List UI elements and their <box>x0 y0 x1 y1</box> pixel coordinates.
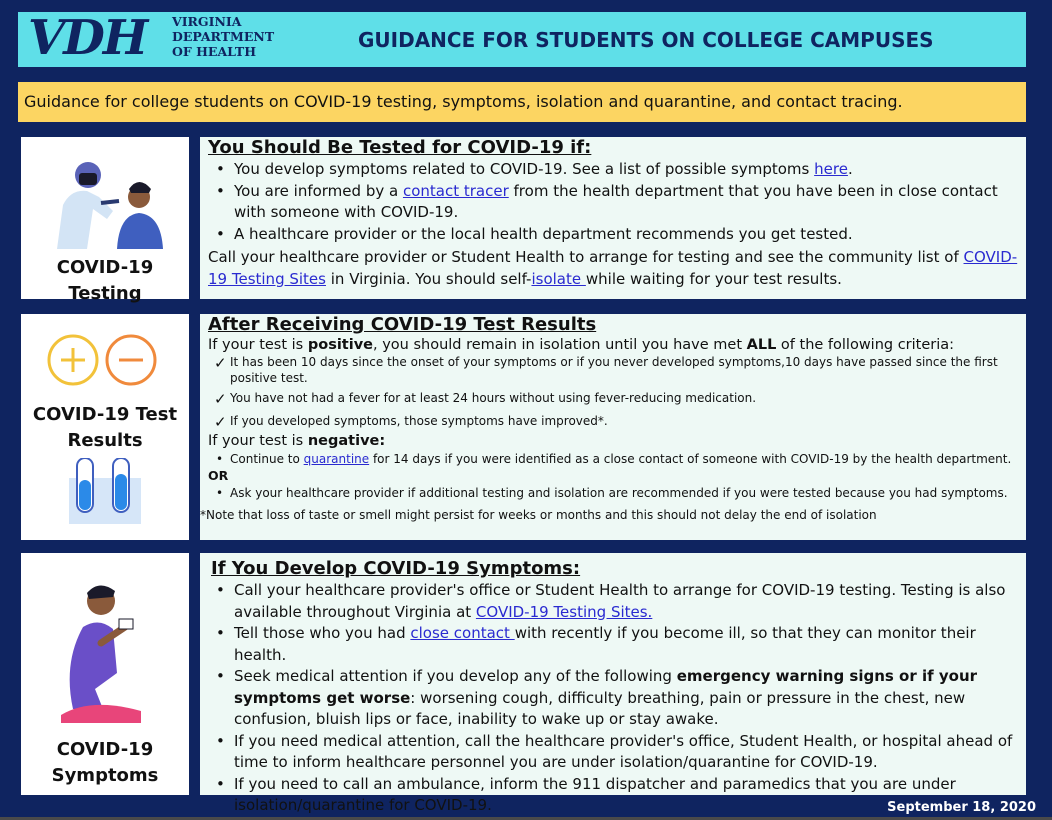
testing-title: You Should Be Tested for COVID-19 if: <box>208 137 592 158</box>
vdh-logo[interactable] <box>24 12 284 67</box>
list-item: • Seek medical attention if you develop any of the following emergency warning signs or if your symptoms get worse: worsening cough, difficulty breathing, pain or pressure in the chest, new confusion, bluish lips or face, inability to wake up or stay awake. <box>208 666 1018 731</box>
negative-intro: If your test is negative: <box>208 433 386 449</box>
testing-text-panel <box>200 137 1026 299</box>
symptoms-here-link[interactable]: here <box>814 160 848 178</box>
isolation-note: *Note that loss of taste or smell might persist for weeks or months and this should not delay the end of isolation <box>200 508 877 522</box>
testing-list <box>208 159 1018 245</box>
results-icon-panel <box>21 314 189 540</box>
list-item: ✓ If you developed symptoms, those symptoms have improved*. <box>214 413 608 431</box>
results-label: COVID-19 Test Results <box>32 404 178 451</box>
test-tubes-icon <box>21 458 189 528</box>
check-icon: ✓ <box>214 413 227 431</box>
plus-minus-icon <box>21 332 189 402</box>
list-item: • You are informed by a contact tracer from the health department that you have been in close contact with someone with COVID-19. <box>208 181 1018 224</box>
list-item: ✓ You have not had a fever for at least 24 hours without using fever-reducing medication. <box>214 390 757 408</box>
footer-date: September 18, 2020 <box>887 800 1036 815</box>
testing-icon-panel <box>21 137 189 304</box>
list-item: • If you need medical attention, call the healthcare provider's office, Student Health, or hospital ahead of time to inform healthcare personnel you are under isolation/quarantine for COVID-19. <box>208 731 1018 774</box>
list-item: • If you need to call an ambulance, inform the 911 dispatcher and paramedics that you are under isolation/quarantine for COVID-19. <box>208 774 1018 817</box>
positive-criteria-list <box>208 354 1018 429</box>
page-title: GUIDANCE FOR STUDENTS ON COLLEGE CAMPUSES <box>358 28 934 52</box>
quarantine-link[interactable]: quarantine <box>303 452 370 466</box>
testing-paragraph: Call your healthcare provider or Student Health to arrange for testing and see the community list of COVID-19 Testing Sites in Virginia. You should self-isolate while waiting for your test results. <box>208 248 1018 288</box>
testing-label: COVID-19 Testing <box>56 257 154 304</box>
positive-criteria-intro: If your test is positive, you should remain in isolation until you have met ALL of the following criteria: <box>208 337 955 353</box>
list-item: • A healthcare provider or the local health department recommends you get tested. <box>208 224 1018 246</box>
list-item: • Continue to quarantine for 14 days if you were identified as a close contact of someone with COVID-19 by the health department. <box>208 451 1018 467</box>
nasal-swab-icon <box>21 145 189 265</box>
check-icon: ✓ <box>214 354 227 372</box>
symptoms-title: If You Develop COVID-19 Symptoms: <box>211 558 581 579</box>
testing-sites-link[interactable]: COVID-19 Testing Sites <box>208 248 1018 288</box>
header-banner <box>18 12 1026 67</box>
check-icon: ✓ <box>214 390 227 408</box>
list-item: ✓ It has been 10 days since the onset of your symptoms or if you never developed symptoms,10 days have passed since the first positive test. <box>214 354 998 385</box>
logo-agency-name: VIRGINIA DEPARTMENT OF HEALTH <box>172 14 275 59</box>
contact-tracer-link[interactable]: contact tracer <box>402 181 509 200</box>
list-item: • You develop symptoms related to COVID-19. See a list of possible symptoms here. <box>208 159 1018 181</box>
list-item: • Call your healthcare provider's office or Student Health to arrange for COVID-19 testing. Testing is also available throughout Virginia at COVID-19 Testing Sites. <box>208 580 1018 623</box>
symptoms-icon-panel <box>21 553 189 795</box>
list-item: • Tell those who you had close contact with recently if you become ill, so that they can monitor their health. <box>208 623 1018 666</box>
negative-list <box>208 451 1018 467</box>
symptoms-list <box>208 580 1018 817</box>
intro-banner: Guidance for college students on COVID-19 testing, symptoms, isolation and quarantine, and contact tracing. <box>18 82 1026 122</box>
symptoms-label: COVID-19 Symptoms <box>51 739 159 786</box>
results-title: After Receiving COVID-19 Test Results <box>208 314 597 335</box>
isolate-link[interactable]: isolate <box>531 269 586 288</box>
list-item: • Ask your healthcare provider if additional testing and isolation are recommended if you were tested because you had symptoms. <box>208 485 1018 501</box>
or-divider: OR <box>208 468 229 483</box>
negative-list-2 <box>208 485 1018 501</box>
testing-sites-link-2[interactable]: COVID-19 Testing Sites. <box>475 602 653 621</box>
close-contact-link[interactable]: close contact <box>410 624 515 642</box>
results-text-panel <box>200 314 1026 540</box>
logo-vdh-text: VDH <box>28 10 147 66</box>
coughing-person-icon <box>21 577 189 727</box>
